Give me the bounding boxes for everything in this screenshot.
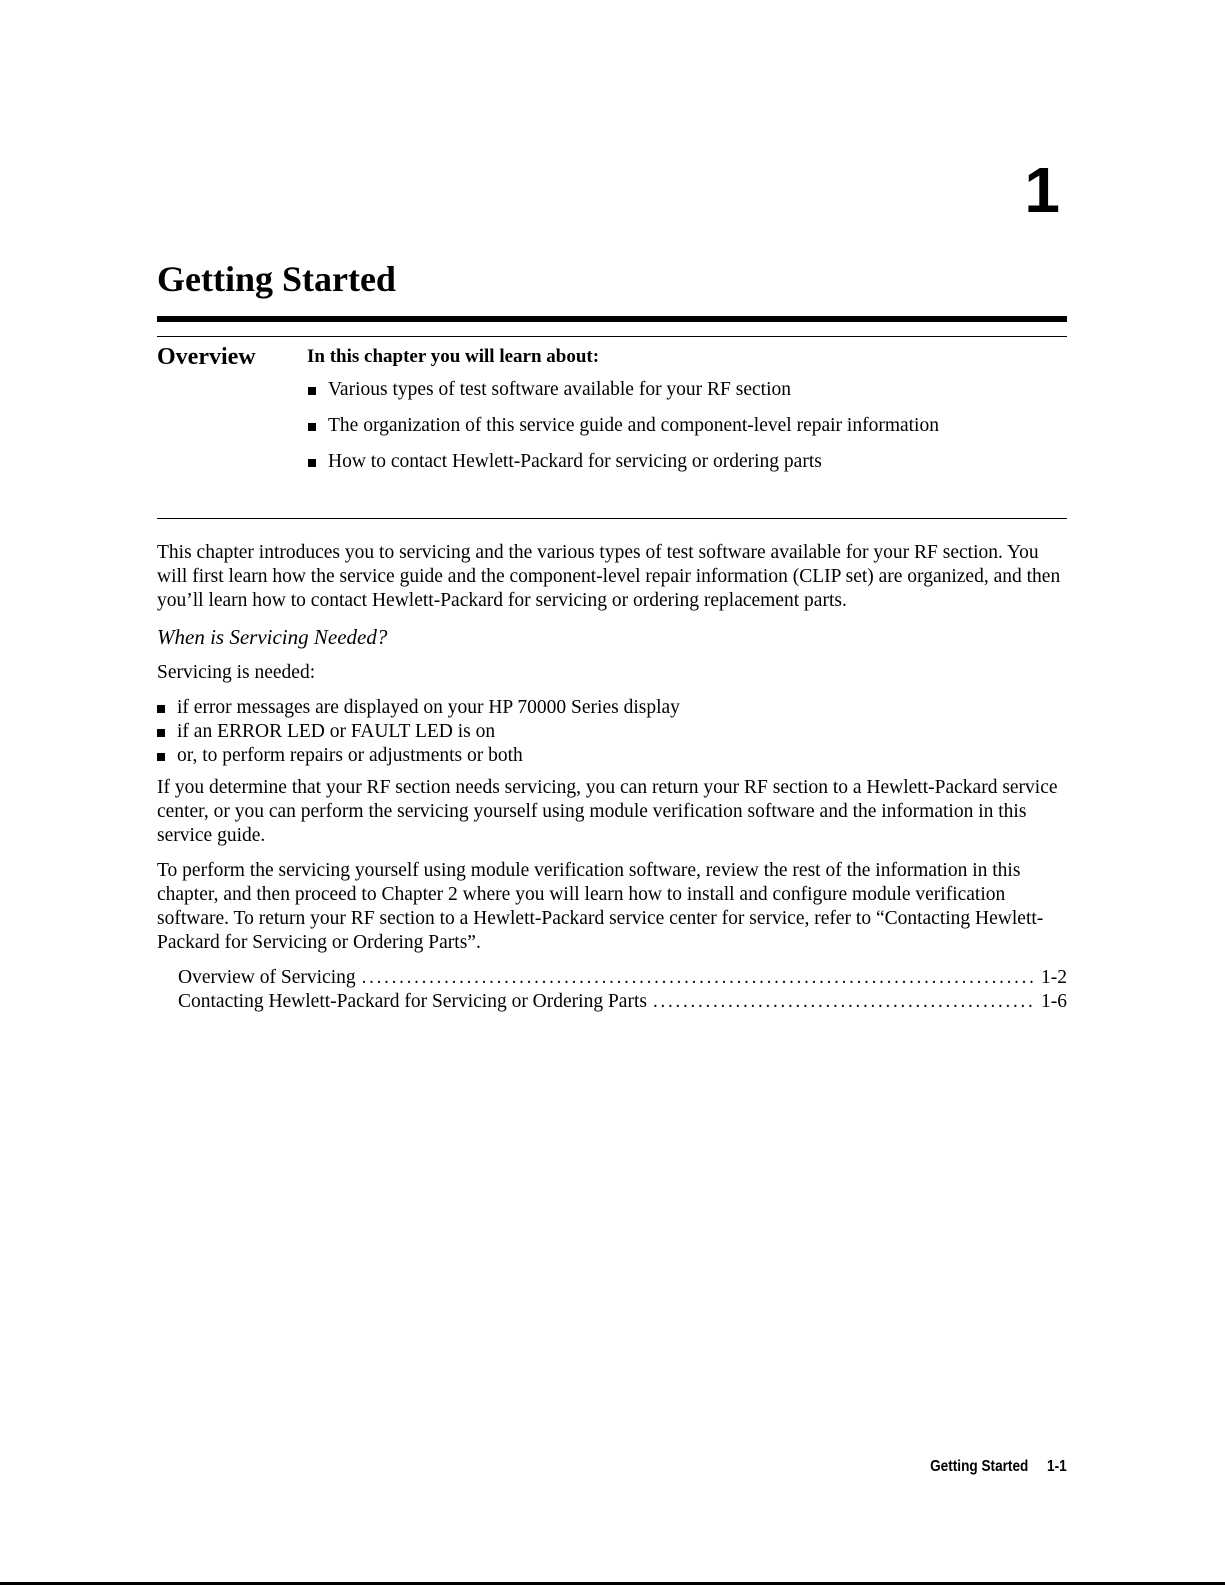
toc-entry-page[interactable]: 1-6 [1041,991,1067,1012]
servicing-list [157,696,1067,768]
page-footer [930,1456,1067,1478]
overview-list [307,378,1067,486]
overview-bottom-rule [157,518,1067,519]
list-item [307,378,1067,402]
overview-top-rule [157,336,1067,337]
bullet-square-icon [308,459,316,467]
footer-page-number: 1-1 [1047,1458,1067,1475]
list-item [157,696,1067,720]
toc-leader-dots [653,990,1035,1014]
bullet-square-icon [157,729,165,737]
chapter-number: 1 [1024,154,1060,226]
overview-heading: Overview [157,344,256,370]
chapter-title: Getting Started [157,259,396,299]
toc-entry-page[interactable]: 1-2 [1041,967,1067,988]
body-content [157,541,1067,1014]
servicing-lead: Servicing is needed: [157,662,316,683]
servicing-item-text: or, to perform repairs or adjustments or both [177,745,523,766]
bullet-square-icon [308,387,316,395]
toc-entry-title[interactable]: Overview of Servicing [178,967,356,988]
overview-item-text: The organization of this service guide and component-level repair information [328,415,939,436]
paragraph-return-or-service: If you determine that your RF section needs servicing, you can return your RF section to a Hewlett-Packard service center, or you can perform the servicing yourself using module verification software and the information in this service guide. [157,777,1058,846]
paragraph-perform-servicing: To perform the servicing yourself using module verification software, review the rest of the information in this chapter, and then proceed to Chapter 2 where you will learn how to install and configure module verification software. To return your RF section to a Hewlett-Packard service center for service, refer to “Contacting Hewlett-Packard for Servicing or Ordering Parts”. [157,860,1044,953]
overview-item-text: How to contact Hewlett-Packard for servicing or ordering parts [328,451,822,472]
servicing-item-text: if error messages are displayed on your HP 70000 Series display [177,697,680,718]
intro-paragraph: This chapter introduces you to servicing and the various types of test software available for your RF section. You will first learn how the service guide and the component-level repair information (CLIP set) are organized, and then you’ll learn how to contact Hewlett-Packard for servicing or ordering replacement parts. [157,542,1061,611]
section-subheading: When is Servicing Needed? [157,625,388,649]
list-item [307,414,1067,438]
bullet-square-icon [308,423,316,431]
overview-intro: In this chapter you will learn about: [307,346,600,367]
list-item [157,720,1067,744]
servicing-item-text: if an ERROR LED or FAULT LED is on [177,721,496,742]
chapter-toc [157,966,1067,1014]
overview-item-text: Various types of test software available for your RF section [328,379,792,400]
toc-entry-title[interactable]: Contacting Hewlett-Packard for Servicing or Ordering Parts [178,991,647,1012]
toc-entry-contacting-hp[interactable] [178,990,1067,1014]
list-item [307,450,1067,474]
title-rule [157,316,1067,322]
toc-entry-overview-of-servicing[interactable] [178,966,1067,990]
toc-leader-dots [362,966,1035,990]
footer-section-title: Getting Started [930,1458,1029,1475]
list-item [157,744,1067,768]
bullet-square-icon [157,753,165,761]
bullet-square-icon [157,705,165,713]
